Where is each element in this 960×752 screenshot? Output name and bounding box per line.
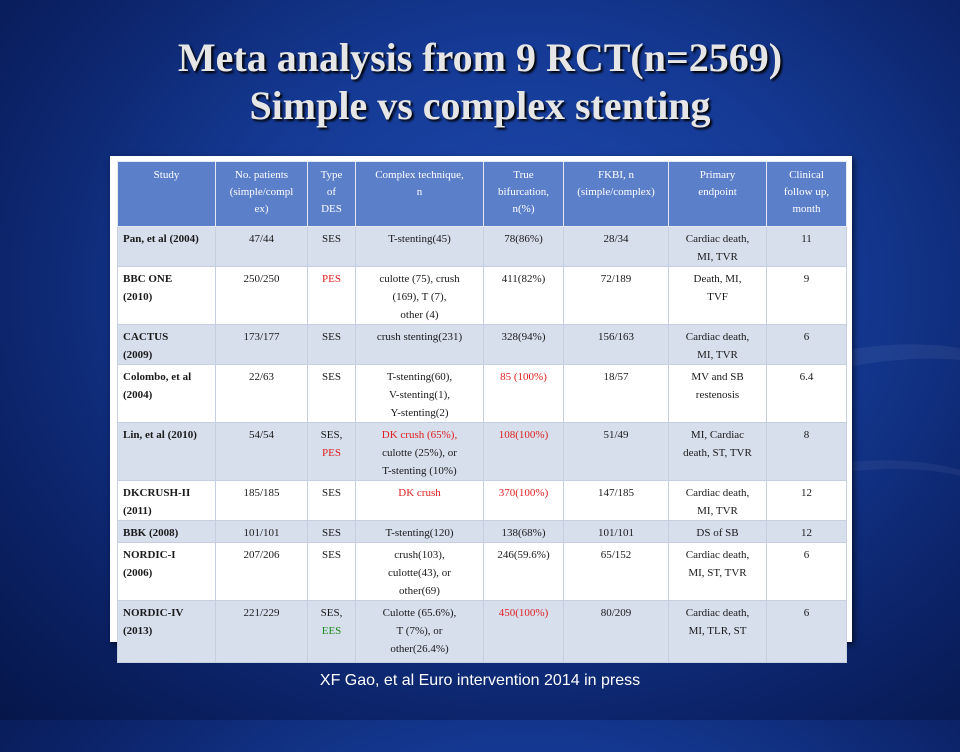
cell-primary-endpoint bbox=[669, 481, 767, 521]
cell-study bbox=[118, 481, 216, 521]
cell-true-bifurcation bbox=[484, 325, 564, 365]
cell-line: 221/229 bbox=[243, 607, 280, 619]
cell-clinical-follow-up bbox=[767, 543, 847, 601]
cell-line: Cardiac death, bbox=[685, 331, 750, 343]
cell-patients bbox=[216, 365, 308, 423]
cell-line: MI, TLR, ST bbox=[688, 625, 747, 637]
cell-clinical-follow-up bbox=[767, 227, 847, 267]
cell-true-bifurcation bbox=[484, 601, 564, 663]
cell-line: culotte (75), crush bbox=[379, 273, 460, 285]
cell-line: 147/185 bbox=[597, 487, 635, 499]
cell-complex-technique bbox=[356, 543, 484, 601]
cell-clinical-follow-up bbox=[767, 325, 847, 365]
cell-line: 18/57 bbox=[603, 371, 629, 383]
cell-des-type bbox=[308, 227, 356, 267]
cell-patients bbox=[216, 481, 308, 521]
cell-line: (2009) bbox=[123, 349, 153, 361]
cell-line: 138(68%) bbox=[501, 527, 546, 539]
cell-true-bifurcation bbox=[484, 423, 564, 481]
cell-patients bbox=[216, 267, 308, 325]
cell-complex-technique bbox=[356, 227, 484, 267]
cell-complex-technique bbox=[356, 481, 484, 521]
header-line: n(%) bbox=[512, 203, 535, 215]
cell-complex-technique bbox=[356, 325, 484, 365]
header-line: Study bbox=[153, 169, 180, 181]
cell-primary-endpoint bbox=[669, 365, 767, 423]
cell-line: Cardiac death, bbox=[685, 487, 750, 499]
cell-line: SES, bbox=[320, 429, 343, 441]
cell-true-bifurcation bbox=[484, 521, 564, 543]
cell-line: restenosis bbox=[695, 389, 740, 401]
cell-line: BBK (2008) bbox=[123, 527, 179, 539]
cell-line: MI, ST, TVR bbox=[688, 567, 747, 579]
cell-line: T-stenting (10%) bbox=[382, 465, 457, 477]
cell-line: SES bbox=[322, 549, 341, 561]
header-line: No. patients bbox=[234, 169, 289, 181]
cell-line: SES bbox=[322, 371, 341, 383]
cell-line: MI, Cardiac bbox=[690, 429, 745, 441]
cell-line: 22/63 bbox=[248, 371, 275, 383]
cell-line: 101/101 bbox=[243, 527, 280, 539]
cell-fkbi bbox=[564, 521, 669, 543]
slide-title bbox=[0, 34, 960, 130]
header-line: True bbox=[513, 169, 534, 181]
cell-study bbox=[118, 325, 216, 365]
cell-line: SES, bbox=[320, 607, 343, 619]
cell-primary-endpoint bbox=[669, 601, 767, 663]
table-body bbox=[118, 227, 847, 663]
cell-patients bbox=[216, 423, 308, 481]
cell-line: 51/49 bbox=[603, 429, 629, 441]
cell-primary-endpoint bbox=[669, 227, 767, 267]
cell-line: 54/54 bbox=[248, 429, 275, 441]
header-line: Clinical bbox=[789, 169, 824, 181]
header-study bbox=[118, 162, 216, 227]
cell-fkbi bbox=[564, 325, 669, 365]
header-line: DES bbox=[321, 203, 342, 215]
cell-des-type bbox=[308, 521, 356, 543]
cell-line: V-stenting(1), bbox=[388, 389, 450, 401]
header-true-bifurcation bbox=[484, 162, 564, 227]
cell-complex-technique bbox=[356, 423, 484, 481]
cell-line: T (7%), or bbox=[396, 625, 443, 637]
cell-line: 246(59.6%) bbox=[497, 549, 550, 561]
cell-line: other(26.4%) bbox=[390, 643, 449, 655]
cell-study bbox=[118, 267, 216, 325]
cell-fkbi bbox=[564, 365, 669, 423]
cell-line: (2006) bbox=[123, 567, 153, 579]
cell-line: PES bbox=[322, 447, 341, 459]
cell-line: 207/206 bbox=[243, 549, 280, 561]
cell-true-bifurcation bbox=[484, 267, 564, 325]
cell-line: SES bbox=[322, 331, 341, 343]
table-header-row bbox=[118, 162, 847, 227]
header-line: Type bbox=[320, 169, 343, 181]
cell-study bbox=[118, 543, 216, 601]
cell-study bbox=[118, 423, 216, 481]
header-line: Complex technique, bbox=[375, 169, 464, 181]
cell-clinical-follow-up bbox=[767, 601, 847, 663]
cell-line: Pan, et al (2004) bbox=[123, 233, 199, 245]
cell-line: Y-stenting(2) bbox=[390, 407, 449, 419]
cell-line: 72/189 bbox=[600, 273, 632, 285]
cell-line: 85 (100%) bbox=[500, 371, 547, 383]
cell-true-bifurcation bbox=[484, 365, 564, 423]
cell-des-type bbox=[308, 365, 356, 423]
header-line: n bbox=[416, 186, 423, 198]
cell-primary-endpoint bbox=[669, 325, 767, 365]
title-line-2: Simple vs complex stenting bbox=[249, 83, 711, 128]
cell-line: PES bbox=[322, 273, 341, 285]
cell-line: 6 bbox=[803, 549, 810, 561]
cell-line: 80/209 bbox=[600, 607, 632, 619]
cell-line: Cardiac death, bbox=[685, 549, 750, 561]
header-clinical-follow-up bbox=[767, 162, 847, 227]
cell-line: 9 bbox=[803, 273, 810, 285]
cell-line: MI, TVR bbox=[697, 349, 738, 361]
citation-footer: XF Gao, et al Euro intervention 2014 in press bbox=[319, 672, 641, 689]
cell-line: DK crush bbox=[398, 487, 441, 499]
cell-study bbox=[118, 521, 216, 543]
header-line: FKBI, n bbox=[597, 169, 635, 181]
meta-analysis-table bbox=[117, 161, 847, 663]
cell-study bbox=[118, 227, 216, 267]
cell-line: (2010) bbox=[123, 291, 153, 303]
cell-line: culotte(43), or bbox=[388, 567, 451, 579]
cell-line: SES bbox=[322, 233, 341, 245]
header-line: bifurcation, bbox=[497, 186, 549, 198]
cell-patients bbox=[216, 601, 308, 663]
cell-line: T-stenting(45) bbox=[388, 233, 451, 245]
table-row bbox=[118, 365, 847, 423]
cell-primary-endpoint bbox=[669, 543, 767, 601]
table-row bbox=[118, 521, 847, 543]
cell-line: NORDIC-IV bbox=[123, 607, 184, 619]
cell-fkbi bbox=[564, 601, 669, 663]
table-row bbox=[118, 601, 847, 663]
header-primary-endpoint bbox=[669, 162, 767, 227]
cell-des-type bbox=[308, 325, 356, 365]
header-line: of bbox=[326, 186, 337, 198]
cell-line: 11 bbox=[801, 233, 812, 245]
cell-line: BBC ONE bbox=[123, 273, 173, 285]
cell-line: 12 bbox=[801, 527, 812, 539]
cell-line: Cardiac death, bbox=[685, 607, 750, 619]
cell-line: MI, TVR bbox=[697, 505, 738, 517]
header-line: Primary bbox=[699, 169, 736, 181]
cell-line: Lin, et al (2010) bbox=[123, 429, 197, 441]
cell-patients bbox=[216, 543, 308, 601]
cell-line: T-stenting(60), bbox=[386, 371, 453, 383]
cell-line: NORDIC-I bbox=[123, 549, 176, 561]
cell-true-bifurcation bbox=[484, 227, 564, 267]
cell-des-type bbox=[308, 601, 356, 663]
header-line: ex) bbox=[254, 203, 269, 215]
cell-line: Culotte (65.6%), bbox=[382, 607, 457, 619]
cell-patients bbox=[216, 325, 308, 365]
cell-primary-endpoint bbox=[669, 423, 767, 481]
cell-line: death, ST, TVR bbox=[683, 447, 752, 459]
header-line: (simple/complex) bbox=[577, 186, 655, 198]
cell-line: 450(100%) bbox=[498, 607, 549, 619]
header-line: month bbox=[792, 203, 821, 215]
table-row bbox=[118, 267, 847, 325]
cell-clinical-follow-up bbox=[767, 365, 847, 423]
cell-patients bbox=[216, 521, 308, 543]
header-complex-technique bbox=[356, 162, 484, 227]
table-row bbox=[118, 325, 847, 365]
cell-line: Cardiac death, bbox=[685, 233, 750, 245]
cell-line: 173/177 bbox=[243, 331, 280, 343]
header-fkbi bbox=[564, 162, 669, 227]
cell-line: other(69) bbox=[399, 585, 440, 597]
cell-line: culotte (25%), or bbox=[382, 447, 457, 459]
cell-line: EES bbox=[321, 625, 342, 637]
cell-des-type bbox=[308, 481, 356, 521]
table-image-frame bbox=[110, 156, 852, 655]
cell-fkbi bbox=[564, 543, 669, 601]
cell-clinical-follow-up bbox=[767, 423, 847, 481]
cell-line: 328(94%) bbox=[501, 331, 546, 343]
cell-true-bifurcation bbox=[484, 481, 564, 521]
cell-fkbi bbox=[564, 423, 669, 481]
cell-clinical-follow-up bbox=[767, 521, 847, 543]
cell-line: 6 bbox=[803, 607, 810, 619]
cell-line: MI, TVR bbox=[697, 251, 738, 263]
table-row bbox=[118, 227, 847, 267]
cell-line: 78(86%) bbox=[504, 233, 543, 245]
cell-line: T-stenting(120) bbox=[385, 527, 454, 539]
cell-complex-technique bbox=[356, 365, 484, 423]
cell-line: crush stenting(231) bbox=[376, 331, 463, 343]
cell-complex-technique bbox=[356, 521, 484, 543]
table-row bbox=[118, 481, 847, 521]
cell-line: MV and SB bbox=[691, 371, 744, 383]
cell-fkbi bbox=[564, 227, 669, 267]
cell-fkbi bbox=[564, 267, 669, 325]
header-des-type bbox=[308, 162, 356, 227]
cell-primary-endpoint bbox=[669, 521, 767, 543]
cell-line: DKCRUSH-II bbox=[123, 487, 191, 499]
cell-clinical-follow-up bbox=[767, 481, 847, 521]
cell-line: (2013) bbox=[123, 625, 153, 637]
cell-line: 250/250 bbox=[243, 273, 280, 285]
cell-line: 185/185 bbox=[243, 487, 280, 499]
cell-study bbox=[118, 365, 216, 423]
cell-line: 108(100%) bbox=[498, 429, 549, 441]
cell-line: (169), T (7), bbox=[392, 291, 447, 303]
cell-line: 370(100%) bbox=[498, 487, 549, 499]
cell-line: SES bbox=[322, 527, 341, 539]
cell-des-type bbox=[308, 543, 356, 601]
cell-line: (2011) bbox=[123, 505, 152, 517]
cell-des-type bbox=[308, 423, 356, 481]
cell-line: CACTUS bbox=[123, 331, 169, 343]
cell-complex-technique bbox=[356, 267, 484, 325]
header-line: follow up, bbox=[783, 186, 830, 198]
header-line: (simple/compl bbox=[229, 186, 294, 198]
cell-des-type bbox=[308, 267, 356, 325]
header-patients bbox=[216, 162, 308, 227]
cell-fkbi bbox=[564, 481, 669, 521]
cell-true-bifurcation bbox=[484, 543, 564, 601]
cell-line: 8 bbox=[803, 429, 810, 441]
cell-clinical-follow-up bbox=[767, 267, 847, 325]
cell-line: TVF bbox=[707, 291, 728, 303]
cell-line: 101/101 bbox=[597, 527, 635, 539]
cell-line: 47/44 bbox=[248, 233, 275, 245]
table-row bbox=[118, 543, 847, 601]
cell-patients bbox=[216, 227, 308, 267]
cell-line: 6.4 bbox=[799, 371, 814, 383]
cell-line: 156/163 bbox=[597, 331, 635, 343]
cell-line: crush(103), bbox=[394, 549, 445, 561]
cell-line: other (4) bbox=[400, 309, 439, 321]
cell-line: 65/152 bbox=[600, 549, 632, 561]
cell-line: 6 bbox=[803, 331, 810, 343]
header-line: endpoint bbox=[698, 186, 737, 198]
cell-line: Death, MI, bbox=[693, 273, 742, 285]
title-line-1: Meta analysis from 9 RCT(n=2569) bbox=[177, 35, 783, 80]
cell-line: DS of SB bbox=[696, 527, 739, 539]
cell-line: DK crush (65%), bbox=[381, 429, 458, 441]
table-row bbox=[118, 423, 847, 481]
cell-line: 12 bbox=[801, 487, 812, 499]
cell-line: 411(82%) bbox=[501, 273, 546, 285]
cell-line: Colombo, et al bbox=[123, 371, 192, 383]
cell-line: 28/34 bbox=[603, 233, 629, 245]
cell-complex-technique bbox=[356, 601, 484, 663]
cell-line: SES bbox=[322, 487, 341, 499]
cell-study bbox=[118, 601, 216, 663]
cell-line: (2004) bbox=[123, 389, 153, 401]
cell-primary-endpoint bbox=[669, 267, 767, 325]
